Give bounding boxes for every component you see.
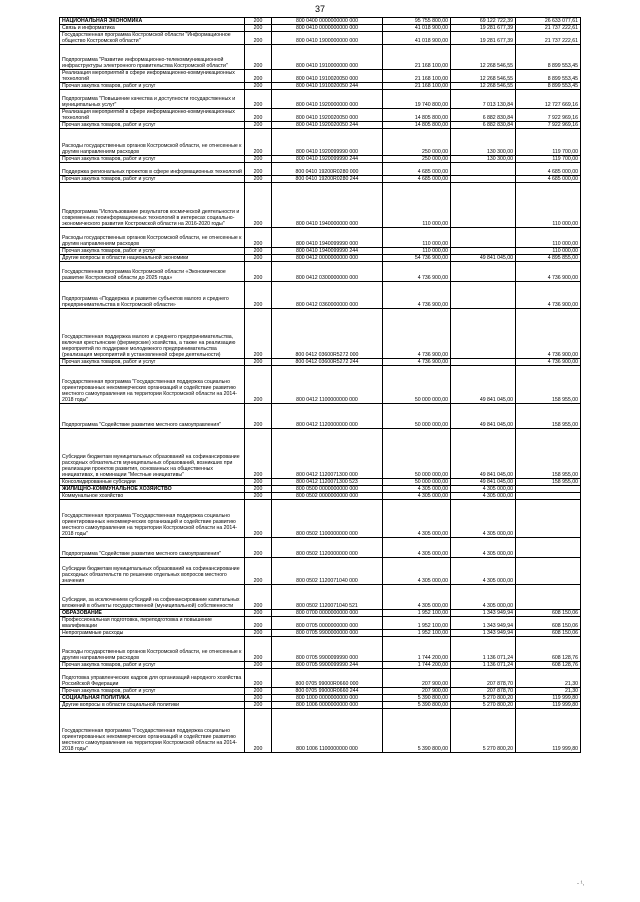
table-row	[60, 228, 581, 248]
row-admin-code: 200	[245, 32, 272, 45]
table-row	[60, 109, 581, 122]
row-admin-code: 200	[245, 500, 272, 538]
row-executed: 49 841 045,00	[451, 255, 516, 262]
row-budget-code: 800 0410 19200R0280 000	[272, 163, 383, 176]
row-approved: 4 305 000,00	[383, 585, 451, 610]
row-unexecuted: 8 899 553,45	[516, 83, 581, 90]
row-approved: 95 755 800,00	[383, 18, 451, 25]
row-budget-code: 800 0705 9900099990 244	[272, 662, 383, 669]
table-row	[60, 558, 581, 585]
row-approved: 21 168 100,00	[383, 70, 451, 83]
row-name: Государственная программа "Государственная поддержка социально ориентированных некоммерческих организаций и содействие развитию местного самоуправления на территории Костромской области на 2014-2018 годы"	[60, 500, 245, 538]
row-budget-code: 800 1006 0000000000 000	[272, 702, 383, 709]
row-budget-code: 800 0705 9900099990 000	[272, 637, 383, 662]
row-unexecuted: 608 128,76	[516, 662, 581, 669]
row-admin-code: 200	[245, 176, 272, 183]
row-unexecuted: 158 955,00	[516, 479, 581, 486]
row-unexecuted: 119 999,80	[516, 709, 581, 753]
row-name: Консолидированные субсидии	[60, 479, 245, 486]
row-unexecuted: 21 737 222,61	[516, 32, 581, 45]
row-unexecuted: 110 000,00	[516, 248, 581, 255]
row-approved: 50 000 000,00	[383, 404, 451, 429]
table-row	[60, 262, 581, 282]
row-admin-code: 200	[245, 404, 272, 429]
row-unexecuted: 608 150,06	[516, 610, 581, 617]
table-row	[60, 255, 581, 262]
row-approved: 250 000,00	[383, 129, 451, 156]
row-unexecuted: 4 685 000,00	[516, 163, 581, 176]
row-name: Подпрограмма "Использование результатов космической деятельности и современных геоинформационных технологий в интересах социально-экономического развития Костромской области на 2016-2020 годы"	[60, 183, 245, 228]
row-approved: 4 685 000,00	[383, 163, 451, 176]
row-unexecuted: 158 955,00	[516, 429, 581, 479]
row-admin-code: 200	[245, 248, 272, 255]
row-budget-code: 800 0410 1920020050 000	[272, 109, 383, 122]
row-approved: 4 305 000,00	[383, 486, 451, 493]
row-executed: 19 281 677,39	[451, 25, 516, 32]
row-unexecuted: 110 000,00	[516, 228, 581, 248]
row-approved: 1 952 100,00	[383, 630, 451, 637]
row-name: Прочая закупка товаров, работ и услуг	[60, 156, 245, 163]
row-admin-code: 200	[245, 309, 272, 359]
row-admin-code: 200	[245, 18, 272, 25]
table-row	[60, 90, 581, 109]
table-row	[60, 366, 581, 404]
row-executed: 4 305 000,00	[451, 500, 516, 538]
row-approved: 54 736 900,00	[383, 255, 451, 262]
row-unexecuted: 21,30	[516, 688, 581, 695]
row-executed: 6 882 830,84	[451, 109, 516, 122]
row-executed	[451, 282, 516, 309]
row-approved: 21 168 100,00	[383, 83, 451, 90]
row-admin-code: 200	[245, 709, 272, 753]
row-approved: 4 305 000,00	[383, 493, 451, 500]
row-admin-code: 200	[245, 702, 272, 709]
row-name: Прочая закупка товаров, работ и услуг	[60, 83, 245, 90]
row-admin-code: 200	[245, 156, 272, 163]
row-unexecuted	[516, 538, 581, 558]
row-budget-code: 800 0502 0000000000 000	[272, 493, 383, 500]
row-name: Подпрограмма "Содействие развитию местного самоуправления"	[60, 404, 245, 429]
row-admin-code: 200	[245, 630, 272, 637]
row-executed: 4 305 000,00	[451, 538, 516, 558]
row-budget-code: 800 0500 0000000000 000	[272, 486, 383, 493]
row-executed: 4 305 000,00	[451, 486, 516, 493]
row-executed: 4 305 000,00	[451, 558, 516, 585]
row-budget-code: 800 0410 1940099990 244	[272, 248, 383, 255]
table-row	[60, 493, 581, 500]
row-approved: 250 000,00	[383, 156, 451, 163]
row-executed: 6 882 830,84	[451, 122, 516, 129]
table-row	[60, 709, 581, 753]
row-approved: 14 805 800,00	[383, 122, 451, 129]
row-name: Другие вопросы в области национальной экономики	[60, 255, 245, 262]
row-budget-code: 800 0410 1910020050 244	[272, 83, 383, 90]
row-executed: 5 270 800,20	[451, 709, 516, 753]
row-admin-code: 200	[245, 688, 272, 695]
row-name: Прочая закупка товаров, работ и услуг	[60, 176, 245, 183]
row-name: Субсидии, за исключением субсидий на софинансирование капитальных вложений в объекты государственной (муниципальной) собственности	[60, 585, 245, 610]
row-approved: 41 018 900,00	[383, 25, 451, 32]
row-executed: 1 343 949,94	[451, 617, 516, 630]
row-executed: 130 300,00	[451, 156, 516, 163]
row-admin-code: 200	[245, 70, 272, 83]
table-row	[60, 429, 581, 479]
row-admin-code: 200	[245, 262, 272, 282]
row-unexecuted: 608 150,06	[516, 630, 581, 637]
table-row	[60, 662, 581, 669]
row-approved: 50 000 000,00	[383, 479, 451, 486]
row-name: Расходы государственных органов Костромской области, не отнесенные к другим направлениям расходов	[60, 228, 245, 248]
row-budget-code: 800 0412 1120071300 000	[272, 429, 383, 479]
row-unexecuted: 21,30	[516, 669, 581, 688]
row-name: Подпрограмма "Развитие информационно-телекоммуникационной инфраструктуры электронного правительства Костромской области"	[60, 45, 245, 70]
row-unexecuted: 4 736 900,00	[516, 359, 581, 366]
row-name: Прочая закупка товаров, работ и услуг	[60, 122, 245, 129]
row-executed: 5 270 800,20	[451, 702, 516, 709]
row-admin-code: 200	[245, 163, 272, 176]
row-budget-code: 800 0705 99000R0660 000	[272, 669, 383, 688]
row-approved: 207 900,00	[383, 688, 451, 695]
row-name: Прочая закупка товаров, работ и услуг	[60, 359, 245, 366]
row-unexecuted: 158 955,00	[516, 366, 581, 404]
row-unexecuted: 7 922 969,16	[516, 109, 581, 122]
row-budget-code: 800 0410 1920000000 000	[272, 90, 383, 109]
row-executed	[451, 248, 516, 255]
row-unexecuted: 21 737 222,61	[516, 25, 581, 32]
row-approved: 1 952 100,00	[383, 610, 451, 617]
row-executed: 1 343 949,94	[451, 630, 516, 637]
row-budget-code: 800 0400 0000000000 000	[272, 18, 383, 25]
row-unexecuted	[516, 585, 581, 610]
table-row	[60, 630, 581, 637]
row-approved: 41 018 900,00	[383, 32, 451, 45]
row-budget-code: 800 1000 0000000000 000	[272, 695, 383, 702]
row-name: Расходы государственных органов Костромской области, не отнесенные к другим направлениям расходов	[60, 637, 245, 662]
row-unexecuted: 608 150,06	[516, 617, 581, 630]
row-budget-code: 800 0410 1920020050 244	[272, 122, 383, 129]
row-name: СОЦИАЛЬНАЯ ПОЛИТИКА	[60, 695, 245, 702]
row-executed: 207 878,70	[451, 669, 516, 688]
row-unexecuted: 608 128,76	[516, 637, 581, 662]
row-name: Профессиональная подготовка, переподготовка и повышение квалификации	[60, 617, 245, 630]
row-admin-code: 200	[245, 585, 272, 610]
row-admin-code: 200	[245, 45, 272, 70]
row-budget-code: 800 0410 19200R0280 244	[272, 176, 383, 183]
row-approved: 21 168 100,00	[383, 45, 451, 70]
row-name: Подпрограмма "Содействие развитию местного самоуправления"	[60, 538, 245, 558]
row-unexecuted: 119 999,80	[516, 702, 581, 709]
table-row	[60, 702, 581, 709]
row-executed: 49 841 045,00	[451, 479, 516, 486]
row-name: НАЦИОНАЛЬНАЯ ЭКОНОМИКА	[60, 18, 245, 25]
row-admin-code: 200	[245, 282, 272, 309]
row-budget-code: 800 0410 1910020050 000	[272, 70, 383, 83]
table-row	[60, 610, 581, 617]
row-budget-code: 800 0705 0000000000 000	[272, 617, 383, 630]
row-unexecuted: 4 895 855,00	[516, 255, 581, 262]
row-name: Субсидии бюджетам муниципальных образований на софинансирование расходных обязательств муниципальных образований, возникших при реализации проектов развития, основанных на общественных инициативах, в номинации "Местные инициативы"	[60, 429, 245, 479]
row-budget-code: 800 0502 1120071040 000	[272, 558, 383, 585]
row-budget-code: 800 0502 1120071040 521	[272, 585, 383, 610]
row-budget-code: 800 0700 0000000000 000	[272, 610, 383, 617]
table-row	[60, 248, 581, 255]
row-name: Другие вопросы в области социальной политики	[60, 702, 245, 709]
row-budget-code: 800 0410 1910000000 000	[272, 45, 383, 70]
row-approved: 1 744 200,00	[383, 637, 451, 662]
row-admin-code: 200	[245, 183, 272, 228]
row-executed: 4 305 000,00	[451, 585, 516, 610]
row-name: ОБРАЗОВАНИЕ	[60, 610, 245, 617]
row-unexecuted: 110 000,00	[516, 183, 581, 228]
row-approved: 1 952 100,00	[383, 617, 451, 630]
row-admin-code: 200	[245, 109, 272, 122]
row-admin-code: 200	[245, 695, 272, 702]
row-admin-code: 200	[245, 122, 272, 129]
row-unexecuted	[516, 493, 581, 500]
row-executed: 49 841 045,00	[451, 429, 516, 479]
table-row	[60, 585, 581, 610]
row-budget-code: 800 0412 1120000000 000	[272, 404, 383, 429]
table-row	[60, 70, 581, 83]
row-approved: 207 900,00	[383, 669, 451, 688]
table-row	[60, 404, 581, 429]
table-row	[60, 538, 581, 558]
table-row	[60, 500, 581, 538]
row-approved: 1 744 200,00	[383, 662, 451, 669]
row-executed: 12 268 546,55	[451, 45, 516, 70]
row-admin-code: 200	[245, 429, 272, 479]
row-name: Поддержка региональных проектов в сфере информационных технологий	[60, 163, 245, 176]
row-approved: 4 736 900,00	[383, 282, 451, 309]
row-executed: 19 281 677,39	[451, 32, 516, 45]
row-unexecuted	[516, 558, 581, 585]
row-admin-code: 200	[245, 637, 272, 662]
row-budget-code: 800 0502 1100000000 000	[272, 500, 383, 538]
row-admin-code: 200	[245, 359, 272, 366]
row-unexecuted: 119 700,00	[516, 129, 581, 156]
row-budget-code: 800 0412 1120071300 523	[272, 479, 383, 486]
budget-table-body	[60, 18, 581, 753]
row-unexecuted	[516, 500, 581, 538]
row-budget-code: 800 1006 1100000000 000	[272, 709, 383, 753]
row-approved: 5 390 800,00	[383, 702, 451, 709]
row-executed	[451, 183, 516, 228]
row-name: Непрограммные расходы	[60, 630, 245, 637]
row-budget-code: 800 0502 1120000000 000	[272, 538, 383, 558]
row-name: Реализация мероприятий в сфере информационно-коммуникационных технологий	[60, 70, 245, 83]
row-unexecuted: 12 727 669,16	[516, 90, 581, 109]
row-admin-code: 200	[245, 479, 272, 486]
table-row	[60, 129, 581, 156]
row-unexecuted: 119 999,80	[516, 695, 581, 702]
row-name: Коммунальное хозяйство	[60, 493, 245, 500]
page-number: 37	[314, 4, 325, 14]
row-admin-code: 200	[245, 493, 272, 500]
table-row	[60, 32, 581, 45]
row-budget-code: 800 0410 1920099990 244	[272, 156, 383, 163]
row-executed: 69 122 722,39	[451, 18, 516, 25]
table-row	[60, 25, 581, 32]
row-unexecuted: 4 736 900,00	[516, 309, 581, 359]
table-row	[60, 122, 581, 129]
row-admin-code: 200	[245, 255, 272, 262]
row-name: Подпрограмма «Поддержка и развитие субъектов малого и среднего предпринимательства в Костромской области»	[60, 282, 245, 309]
table-row	[60, 617, 581, 630]
row-admin-code: 200	[245, 610, 272, 617]
table-row	[60, 282, 581, 309]
row-name: Государственная программа Костромской области "Информационное общество Костромской области"	[60, 32, 245, 45]
row-name: Подготовка управленческих кадров для организаций народного хозяйства Российской Федерации	[60, 669, 245, 688]
table-row	[60, 309, 581, 359]
row-name: Государственная программа "Государственная поддержка социально ориентированных некоммерческих организаций и содействие развитию местного самоуправления на территории Костромской области на 2014-2018 годы"	[60, 709, 245, 753]
row-unexecuted	[516, 486, 581, 493]
row-executed	[451, 309, 516, 359]
row-budget-code: 800 0410 1900000000 000	[272, 32, 383, 45]
row-executed	[451, 163, 516, 176]
row-executed: 207 878,70	[451, 688, 516, 695]
table-row	[60, 156, 581, 163]
table-row	[60, 83, 581, 90]
table-row	[60, 183, 581, 228]
row-name: Связь и информатика	[60, 25, 245, 32]
row-executed: 49 841 045,00	[451, 366, 516, 404]
table-row	[60, 163, 581, 176]
row-budget-code: 800 0412 0360000000 000	[272, 282, 383, 309]
row-approved: 4 736 900,00	[383, 262, 451, 282]
row-unexecuted: 158 955,00	[516, 404, 581, 429]
row-admin-code: 200	[245, 90, 272, 109]
table-row	[60, 45, 581, 70]
row-admin-code: 200	[245, 25, 272, 32]
row-name: Прочая закупка товаров, работ и услуг	[60, 688, 245, 695]
row-name: Субсидии бюджетам муниципальных образований на софинансирование расходных обязательств по решению отдельных вопросов местного значения	[60, 558, 245, 585]
row-unexecuted: 8 899 553,45	[516, 45, 581, 70]
row-admin-code: 200	[245, 129, 272, 156]
row-approved: 5 390 800,00	[383, 695, 451, 702]
table-row	[60, 669, 581, 688]
table-row	[60, 18, 581, 25]
row-approved: 4 305 000,00	[383, 558, 451, 585]
row-executed: 130 300,00	[451, 129, 516, 156]
row-unexecuted: 7 922 969,16	[516, 122, 581, 129]
row-approved: 4 736 900,00	[383, 359, 451, 366]
row-executed: 1 136 071,24	[451, 662, 516, 669]
table-row	[60, 486, 581, 493]
row-admin-code: 200	[245, 366, 272, 404]
row-executed	[451, 262, 516, 282]
row-unexecuted: 26 633 077,61	[516, 18, 581, 25]
row-approved: 110 000,00	[383, 183, 451, 228]
row-budget-code: 800 0412 03600R5272 244	[272, 359, 383, 366]
row-executed: 7 013 130,84	[451, 90, 516, 109]
row-admin-code: 200	[245, 617, 272, 630]
row-admin-code: 200	[245, 486, 272, 493]
row-budget-code: 800 0410 0000000000 000	[272, 25, 383, 32]
row-name: Государственная программа Костромской области «Экономическое развитие Костромской области до 2025 года»	[60, 262, 245, 282]
row-budget-code: 800 0412 1100000000 000	[272, 366, 383, 404]
table-row	[60, 176, 581, 183]
row-name: Государственная программа "Государственная поддержка социально ориентированных некоммерческих организаций и содействие развитию местного самоуправления на территории Костромской области на 2014-2018 годы"	[60, 366, 245, 404]
row-executed: 1 343 949,94	[451, 610, 516, 617]
row-unexecuted: 4 736 900,00	[516, 282, 581, 309]
row-admin-code: 200	[245, 228, 272, 248]
row-admin-code: 200	[245, 558, 272, 585]
table-row	[60, 359, 581, 366]
row-admin-code: 200	[245, 662, 272, 669]
row-approved: 4 305 000,00	[383, 500, 451, 538]
row-admin-code: 200	[245, 538, 272, 558]
row-budget-code: 800 0410 1940000000 000	[272, 183, 383, 228]
row-approved: 110 000,00	[383, 248, 451, 255]
row-executed: 12 268 546,55	[451, 83, 516, 90]
row-approved: 4 736 900,00	[383, 309, 451, 359]
row-name: Прочая закупка товаров, работ и услуг	[60, 248, 245, 255]
row-admin-code: 200	[245, 669, 272, 688]
row-admin-code: 200	[245, 83, 272, 90]
row-approved: 110 000,00	[383, 228, 451, 248]
table-row	[60, 695, 581, 702]
row-name: Расходы государственных органов Костромской области, не отнесенные к другим направлениям расходов	[60, 129, 245, 156]
budget-table	[59, 17, 581, 753]
row-name: ЖИЛИЩНО-КОММУНАЛЬНОЕ ХОЗЯЙСТВО	[60, 486, 245, 493]
row-approved: 5 390 800,00	[383, 709, 451, 753]
row-approved: 4 305 000,00	[383, 538, 451, 558]
row-budget-code: 800 0705 9900000000 000	[272, 630, 383, 637]
row-approved: 19 740 800,00	[383, 90, 451, 109]
row-unexecuted: 4 685 000,00	[516, 176, 581, 183]
row-executed: 12 268 546,55	[451, 70, 516, 83]
row-name: Подпрограмма "Повышение качества и доступности государственных и муниципальных услуг"	[60, 90, 245, 109]
table-row	[60, 479, 581, 486]
row-executed: 5 270 800,20	[451, 695, 516, 702]
row-executed	[451, 228, 516, 248]
row-approved: 14 805 800,00	[383, 109, 451, 122]
row-unexecuted: 119 700,00	[516, 156, 581, 163]
row-executed: 49 841 045,00	[451, 404, 516, 429]
row-budget-code: 800 0410 1940099990 000	[272, 228, 383, 248]
row-executed: 1 136 071,24	[451, 637, 516, 662]
row-approved: 50 000 000,00	[383, 429, 451, 479]
row-approved: 4 685 000,00	[383, 176, 451, 183]
row-name: Прочая закупка товаров, работ и услуг	[60, 662, 245, 669]
row-executed	[451, 359, 516, 366]
row-budget-code: 800 0412 0300000000 000	[272, 262, 383, 282]
row-name: Государственная поддержка малого и среднего предпринимательства, включая крестьянские (фермерские) хозяйства, а также на реализацию мероприятий по поддержке молодежного предпринимательства (реализация мероприятий в установленной сфере деятельности)	[60, 309, 245, 359]
row-executed: 4 305 000,00	[451, 493, 516, 500]
table-row	[60, 688, 581, 695]
row-budget-code: 800 0410 1920099990 000	[272, 129, 383, 156]
row-name: Реализация мероприятий в сфере информационно-коммуникационных технологий	[60, 109, 245, 122]
row-unexecuted: 4 736 900,00	[516, 262, 581, 282]
row-approved: 50 000 000,00	[383, 366, 451, 404]
row-executed	[451, 176, 516, 183]
row-budget-code: 800 0412 03600R5272 000	[272, 309, 383, 359]
table-row	[60, 637, 581, 662]
footer-mark: - ¹,	[577, 881, 585, 887]
row-unexecuted: 8 899 553,45	[516, 70, 581, 83]
row-budget-code: 800 0412 0000000000 000	[272, 255, 383, 262]
row-budget-code: 800 0705 99000R0660 244	[272, 688, 383, 695]
